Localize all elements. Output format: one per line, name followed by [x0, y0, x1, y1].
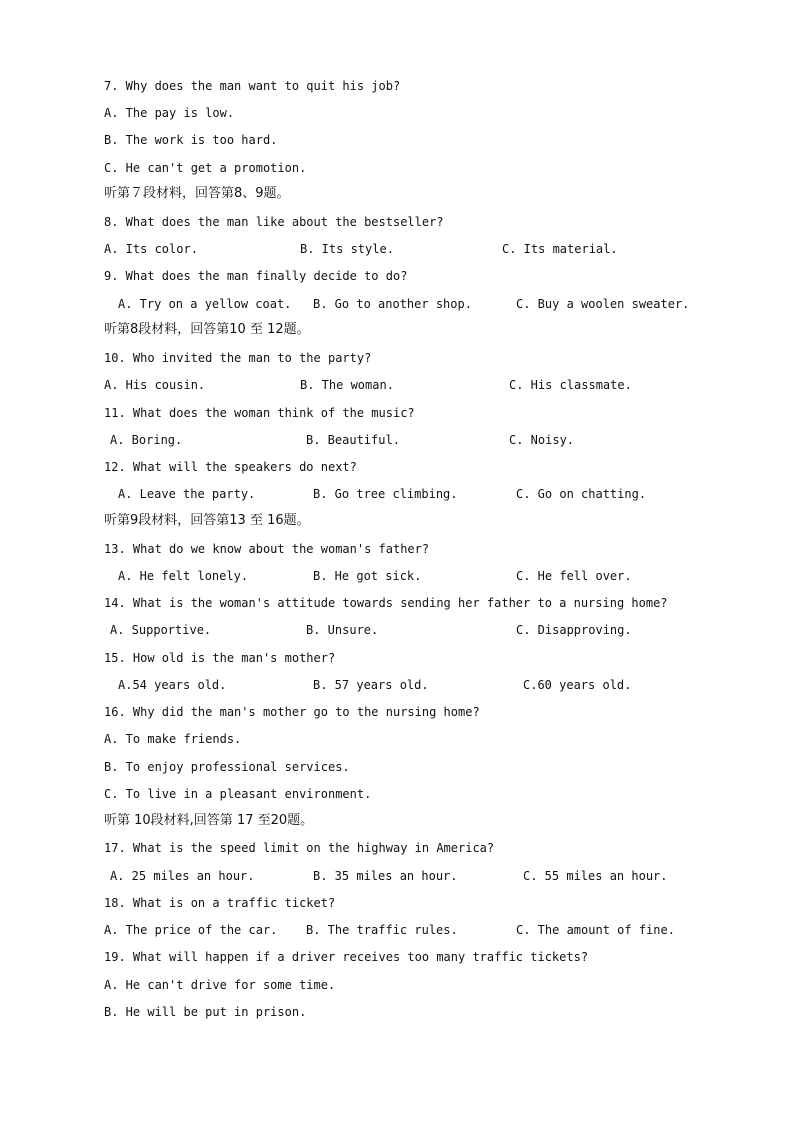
options-8: [0, 241, 793, 257]
section-header-text: 听第７段材料，回答第8、9题。: [104, 186, 290, 201]
question-9: [0, 268, 793, 284]
section-header-9: [0, 513, 793, 529]
option-10b: B. The woman.: [300, 378, 394, 392]
option-text: B. The work is too hard.: [104, 133, 278, 147]
option-8a: A. Its color.: [104, 242, 198, 256]
question-13: [0, 541, 793, 557]
option-18c: C. The amount of fine.: [516, 923, 675, 937]
option-14b: B. Unsure.: [306, 623, 379, 637]
question-text: 7. Why does the man want to quit his job?: [104, 79, 401, 93]
question-text: 13. What do we know about the woman's father?: [104, 542, 430, 556]
options-11: [0, 432, 793, 448]
option-8b: B. Its style.: [300, 242, 394, 256]
option-13b: B. He got sick.: [313, 569, 422, 583]
question-text: 18. What is on a traffic ticket?: [104, 896, 336, 910]
options-10: [0, 377, 793, 393]
option-9c: C. Buy a woolen sweater.: [516, 297, 690, 311]
option-10a: A. His cousin.: [104, 378, 206, 392]
option-17b: B. 35 miles an hour.: [313, 869, 458, 883]
option-7b: [0, 132, 793, 148]
option-11a: A. Boring.: [110, 433, 183, 447]
option-18a: A. The price of the car.: [104, 923, 278, 937]
question-11: [0, 405, 793, 421]
options-18: [0, 922, 793, 938]
options-13: [0, 568, 793, 584]
option-7a: [0, 105, 793, 121]
option-9b: B. Go to another shop.: [313, 297, 472, 311]
question-text: 12. What will the speakers do next?: [104, 460, 357, 474]
options-15: [0, 677, 793, 693]
options-14: [0, 622, 793, 638]
question-12: [0, 459, 793, 475]
option-12a: A. Leave the party.: [118, 487, 256, 501]
option-text: C. He can't get a promotion.: [104, 161, 307, 175]
question-17: [0, 840, 793, 856]
option-16a: [0, 731, 793, 747]
option-19a: [0, 977, 793, 993]
option-17c: C. 55 miles an hour.: [523, 869, 668, 883]
option-12c: C. Go on chatting.: [516, 487, 647, 501]
option-text: A. To make friends.: [104, 732, 242, 746]
question-7: [0, 78, 793, 94]
option-17a: A. 25 miles an hour.: [110, 869, 255, 883]
option-8c: C. Its material.: [502, 242, 618, 256]
option-text: A. He can't drive for some time.: [104, 978, 336, 992]
section-header-10: [0, 813, 793, 829]
section-header-7: [0, 186, 793, 202]
option-13c: C. He fell over.: [516, 569, 632, 583]
question-text: 17. What is the speed limit on the highway in America?: [104, 841, 495, 855]
question-text: 9. What does the man finally decide to do?: [104, 269, 408, 283]
option-12b: B. Go tree climbing.: [313, 487, 458, 501]
option-14c: C. Disapproving.: [516, 623, 632, 637]
option-14a: A. Supportive.: [110, 623, 212, 637]
option-16b: [0, 759, 793, 775]
options-9: [0, 296, 793, 312]
question-text: 14. What is the woman's attitude towards sending her father to a nursing home?: [104, 596, 668, 610]
section-header-8: [0, 322, 793, 338]
question-19: [0, 949, 793, 965]
question-text: 19. What will happen if a driver receives too many traffic tickets?: [104, 950, 589, 964]
question-18: [0, 895, 793, 911]
option-7c: [0, 160, 793, 176]
options-17: [0, 868, 793, 884]
options-12: [0, 486, 793, 502]
option-11b: B. Beautiful.: [306, 433, 400, 447]
question-text: 16. Why did the man's mother go to the nursing home?: [104, 705, 480, 719]
section-header-text: 听第8段材料，回答第10 至 12题。: [104, 322, 310, 337]
question-text: 8. What does the man like about the bestseller?: [104, 215, 444, 229]
option-18b: B. The traffic rules.: [306, 923, 458, 937]
question-8: [0, 214, 793, 230]
option-10c: C. His classmate.: [509, 378, 632, 392]
option-text: B. To enjoy professional services.: [104, 760, 350, 774]
option-text: C. To live in a pleasant environment.: [104, 787, 372, 801]
question-14: [0, 595, 793, 611]
section-header-text: 听第9段材料，回答第13 至 16题。: [104, 513, 310, 528]
option-15a: A.54 years old.: [118, 678, 227, 692]
question-text: 15. How old is the man's mother?: [104, 651, 336, 665]
option-13a: A. He felt lonely.: [118, 569, 249, 583]
option-text: B. He will be put in prison.: [104, 1005, 307, 1019]
option-15c: C.60 years old.: [523, 678, 632, 692]
option-16c: [0, 786, 793, 802]
option-9a: A. Try on a yellow coat.: [118, 297, 292, 311]
section-header-text: 听第 10段材料,回答第 17 至20题。: [104, 813, 314, 828]
question-text: 11. What does the woman think of the music?: [104, 406, 415, 420]
question-16: [0, 704, 793, 720]
option-19b: [0, 1004, 793, 1020]
question-15: [0, 650, 793, 666]
option-11c: C. Noisy.: [509, 433, 575, 447]
question-text: 10. Who invited the man to the party?: [104, 351, 372, 365]
option-15b: B. 57 years old.: [313, 678, 429, 692]
option-text: A. The pay is low.: [104, 106, 235, 120]
question-10: [0, 350, 793, 366]
